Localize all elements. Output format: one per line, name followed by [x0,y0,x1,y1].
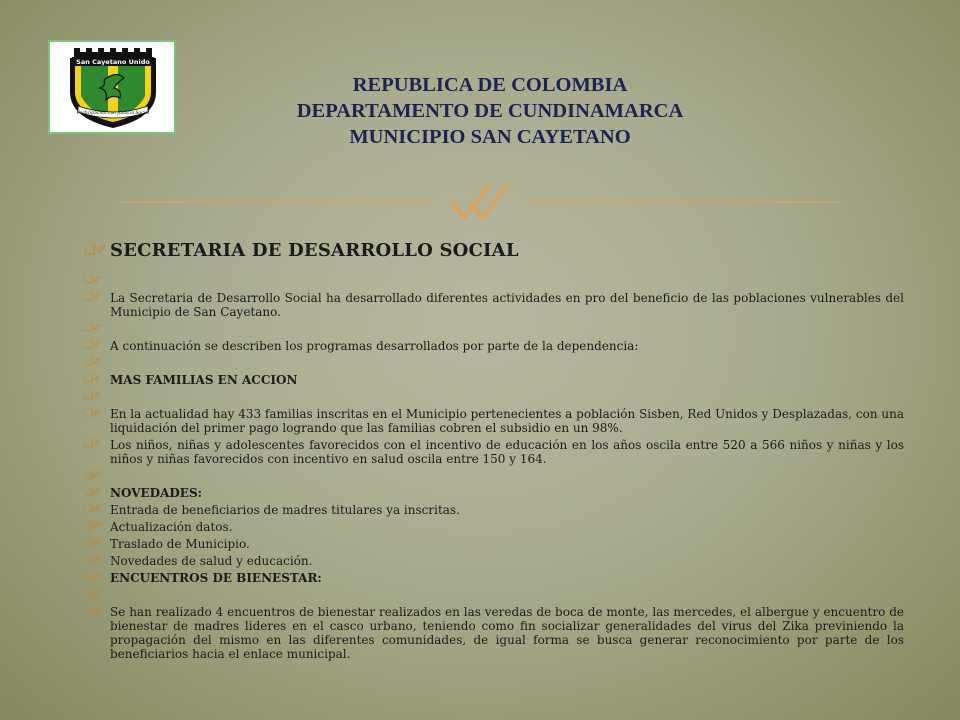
bullet-icon: ❑✐ [84,292,102,303]
bullet-icon: ❑✐ [84,323,102,334]
list-item [84,390,904,404]
list-item [84,537,904,551]
bullet-icon: ❑✐ [84,357,102,368]
bullet-icon: ❑✐ [84,340,102,351]
bullet-icon: ❑✐ [84,487,102,498]
bullet-icon: ❑✐ [84,408,102,419]
list-item [84,520,904,534]
list-item-text: Se han realizado 4 encuentros de bienestar realizados en las veredas de boca de monte, las mercedes, el albergue y encuentro de bienestar de madres lideres en el casco urbano, teniendo como fin socializar generalidades del virus del Zika previniendo la propagación del mismo en las diferentes comunidades, de igual forma se busca generar reconocimiento por parte de los beneficiarios hacia el enlace municipal. [110,605,904,661]
list-item [84,407,904,435]
bullet-icon: ❑✐ [84,243,107,258]
bullet-icon: ❑✐ [84,538,102,549]
list-item [84,605,904,661]
bullet-icon: ❑✐ [84,374,102,385]
bullet-icon: ❑✐ [84,470,102,481]
list-item-text: Novedades de salud y educación. [110,554,313,568]
document-body [84,238,904,664]
list-item-text: En la actualidad hay 433 familias inscritas en el Municipio pertenecientes a población Sisben, Red Unidos y Desplazadas, con una liquidación del primer pago logrando que las familias cobren el subsidio en un 98%. [110,407,904,435]
list-item [84,274,904,288]
bullet-icon: ❑✐ [84,589,102,600]
header-municipality: MUNICIPIO SAN CAYETANO [349,126,631,148]
logo-name-text: San Cayetano Unido [76,58,150,66]
bullet-icon: ❑✐ [84,275,102,286]
bullet-icon: ❑✐ [84,606,102,617]
list-item [84,373,904,387]
list-item-heading: NOVEDADES: [110,486,203,500]
header-country: REPUBLICA DE COLOMBIA [352,74,628,96]
list-item [84,469,904,483]
section-title: SECRETARIA DE DESARROLLO SOCIAL [110,240,519,261]
bullet-icon: ❑✐ [84,391,102,402]
list-item [84,571,904,585]
bullet-icon: ❑✐ [84,572,102,583]
municipality-logo [48,40,176,134]
list-item [84,503,904,517]
list-item [84,486,904,500]
header-department: DEPARTAMENTO DE CUNDINAMARCA [296,100,684,122]
list-item [84,438,904,466]
list-item-heading: ENCUENTROS DE BIENESTAR: [110,571,322,585]
double-check-ornament-icon [452,184,508,218]
list-item [84,356,904,370]
header-divider [120,180,840,224]
list-item-text: Los niños, niñas y adolescentes favorecidos con el incentivo de educación en los años oscila entre 520 a 566 niños y niñas y los niños y niñas favorecidos con incentivo en salud oscila entre 150 y 164. [110,438,904,466]
bullet-icon: ❑✐ [84,439,102,450]
list-item-text: La Secretaria de Desarrollo Social ha desarrollado diferentes actividades en pro del beneficio de las poblaciones vulnerables del Municipio de San Cayetano. [110,291,904,319]
page-header [190,72,790,150]
list-item [84,554,904,568]
section-title-row [84,238,904,264]
list-item [84,588,904,602]
list-item [84,291,904,319]
list-item-text: Actualización datos. [110,520,233,534]
coat-of-arms-icon [48,40,176,134]
list-item-text: A continuación se describen los programas desarrollados por parte de la dependencia: [110,339,639,353]
bullet-icon: ❑✐ [84,555,102,566]
bullet-icon: ❑✐ [84,521,102,532]
list-item-heading: MAS FAMILIAS EN ACCION [110,373,298,387]
bullet-icon: ❑✐ [84,504,102,515]
logo-motto-text: Participación con Justicia Social [76,111,150,116]
list-item-text: Entrada de beneficiarios de madres titulares ya inscritas. [110,503,460,517]
list-item-text: Traslado de Municipio. [110,537,250,551]
list-item [84,339,904,353]
list-item [84,322,904,336]
